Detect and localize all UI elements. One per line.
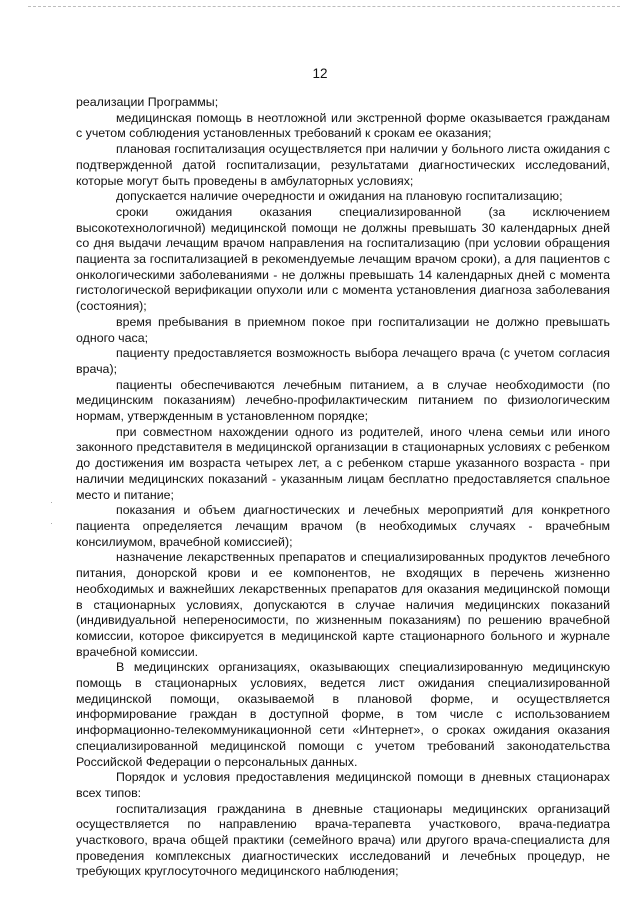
paragraph: пациенты обеспечиваются лечебным питанием, а в случае необходимости (по медицинским показаниям) лечебно-профилактическим питанием по физиологическим нормам, утвержденным в установленном порядке;	[76, 377, 610, 424]
paragraph: при совместном нахождении одного из родителей, иного члена семьи или иного законного представителя в медицинской организации в стационарных условиях с ребенком до достижения им возраста четырех лет, а с ребенком старше указанного возраста - при наличии медицинских показаний - указанным лицам бесплатно предоставляется спальное место и питание;	[76, 424, 610, 502]
document-body	[76, 95, 610, 880]
paragraph: пациенту предоставляется возможность выбора лечащего врача (с учетом согласия врача);	[76, 346, 610, 376]
scan-top-rule	[28, 6, 620, 7]
margin-mark: ·	[50, 497, 53, 507]
paragraph: госпитализация гражданина в дневные стационары медицинских организаций осуществляется по направлению врача-терапевта участкового, врача-педиатра участкового, врача общей практики (семейного врача) или другого врача-специалиста для проведения комплексных диагностических исследований и лечебных процедур, не требующих круглосуточного медицинского наблюдения;	[76, 801, 610, 879]
paragraph: медицинская помощь в неотложной или экстренной форме оказывается гражданам с учетом соблюдения установленных требований к срокам ее оказания;	[76, 110, 610, 141]
paragraph: показания и объем диагностических и лечебных мероприятий для конкретного пациента определяется лечащим врачом (в необходимых случаях - врачебным консилиумом, врачебной комиссией);	[76, 503, 610, 549]
margin-mark: ·	[50, 518, 53, 528]
paragraph: допускается наличие очередности и ожидания на плановую госпитализацию;	[116, 189, 563, 204]
paragraph: реализации Программы;	[76, 95, 219, 109]
paragraph: время пребывания в приемном покое при госпитализации не должно превышать одного часа;	[76, 314, 610, 345]
paragraph: Порядок и условия предоставления медицинской помощи в дневных стационарах всех типов:	[76, 770, 610, 800]
paragraph: сроки ожидания оказания специализированной (за исключением высокотехнологичной) медицинской помощи не должны превышать 30 календарных дней со дня выдачи лечащим врачом направления на госпитализацию (при условии обращения пациента за госпитализацией в рекомендуемые лечащим врачом сроки), а для пациентов с онкологическими заболеваниями - не должны превышать 14 календарных дней с момента гистологической верификации опухоли или с момента установления диагноза заболевания (состояния);	[76, 204, 610, 314]
paragraph: В медицинских организациях, оказывающих специализированную медицинскую помощь в стационарных условиях, ведется лист ожидания специализированной медицинской помощи, оказываемой в плановой форме, и осуществляется информирование граждан в доступной форме, в том числе с использованием информационно-телекоммуникационной сети «Интернет», о сроках ожидания оказания специализированной медицинской помощи с учетом требований законодательства Российской Федерации о персональных данных.	[76, 660, 610, 769]
paragraph: назначение лекарственных препаратов и специализированных продуктов лечебного питания, донорской крови и ее компонентов, не входящих в перечень жизненно необходимых и важнейших лекарственных препаратов для оказания медицинской помощи в стационарных условиях, допускаются в случае наличия медицинских показаний (индивидуальной непереносимости, по жизненным показаниям) по решению врачебной комиссии, которое фиксируется в медицинской карте стационарного больного и журнале врачебной комиссии.	[76, 550, 610, 659]
page-number: 12	[312, 66, 328, 81]
paragraph: плановая госпитализация осуществляется при наличии у больного листа ожидания с подтвержденной датой госпитализации, результатами диагностических исследований, которые могут быть проведены в амбулаторных условиях;	[76, 142, 610, 188]
